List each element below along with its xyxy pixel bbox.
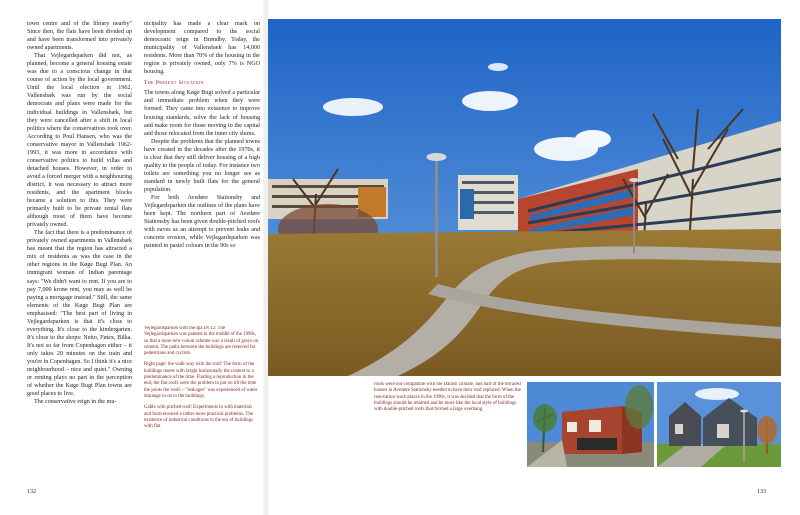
paragraph: nicipality has made a clear mark on development compared to the social democratic reign in Brøndby. Today, the municipality of Vallensbæk has 14,000 residents. More than 70% of the housing in the region is privately owned, only 7% is NGO housing.: [144, 21, 260, 76]
paragraph: town centre and of the library nearby" Since then, the flats have been divided up and have been transformed into privately owned apartments.: [27, 21, 132, 52]
paragraph: That Vejlegardsparken did not, as planned, become a general housing estate was due to a conscious change in that course of action by the local government. Until the local election in 1962, Vallensbæk was run by the social democrats and plans were made for the individual buildings in Vallensbæk, but they were cancelled after a shift in local politics where the conservatives took over. According to Poul Hansen, who was the conservative mayor in Vallensbæk 1962-1993, it was more in accordance with conservative politics to build villas and detached houses. However, in order to avoid a forced merger with a neighbouring district, it was necessary to attract more residents, and the apartment blocks became a solution to this. They were primarily built to be private rental flats although most of them have become privately owned.: [27, 53, 132, 229]
housing-estate-photo-svg: [268, 19, 781, 376]
paragraph: Despite the problems that the planned towns have created in the decades after the 1970s, it is clear that they still deliver housing of a high quality to the people of today. For instance two toilets are something you no longer see as standard in newly built flats for the general population.: [144, 138, 260, 193]
left-text-column: [27, 20, 132, 488]
page-number-left: 132: [27, 489, 36, 495]
photo-caption-right: [374, 382, 522, 502]
housing-estate-photo: [268, 19, 781, 376]
caption-paragraph: Gable with pitched roof: Experiments in with materials and form ensured a rather more practical problems. The existence of industrial conditions in the era of buildings with flat: [144, 405, 253, 430]
gable-house-photo-svg: [657, 382, 781, 467]
caption-paragraph: Right page: the walk-way with the roof: The form of the buildings meets with bright horizontally the context to a predominance of the time. Finding a reproduction in the end, the flat roofs were the problem to put on till the time the joints the roofs – "leakages" was experienced of water drainage in on to the buildings.: [144, 362, 258, 399]
paragraph: The conservative reign in the mu-: [34, 399, 117, 406]
pitched-roof-house-photo-svg: [527, 382, 654, 467]
photo-caption-left: [144, 326, 260, 488]
caption-paragraph: roofs were not compatible with the Danish climate, and half of the terraced houses in Avedøre Stationsby needed to have their roof replaced. When the renovation work places in the 1990s, it was decided that the form of the buildings should be retained and be more like the local style of buildings with double-pitched roofs that formed a large overhang: [374, 382, 521, 413]
section-heading: The Present Situation: [144, 80, 204, 87]
paragraph: For both Avedøre Stationsby and Vejlegardsparken the outlines of the plans have been kept. The northern part of Avedøre Stationsby has been given double-pitched roofs with eaves as an attempt to prevent leaks and concrete erosion, while Vejlegardsparken was painted in pastel colours in the 90s so: [144, 194, 260, 250]
pitched-roof-house-photo: [527, 382, 654, 467]
paragraph: The towns along Køge Bugt solved a particular and immediate problem when they were formed. They came into existence to improve housing standards, solve the lack of housing and make room for those moving to the capital and those relocated from the inner city slums.: [144, 90, 260, 137]
paragraph: The fact that there is a predominance of privately owned apartments in Vallensbæk has meant that the region has attracted a mix of residents as was the case in the other regions in the Køge Bugt Plan. An immigrant woman of Indian parentage says: "We didn't want to rent. If you are to pay 7,000 krone rent, you may as well be paying a mortgage instead." Still, the same elements of the Køge Bugt Plan are emphasised: "The best part of living in Vejlegardsparken is that it's close to everything. It's close to the kindergarten. It's close to the shops: Netto, Føtex, Bilka. It's not so far from Copenhagen either – it only takes 20 minutes on the train and you're in Copenhagen. So I think it's a nice neighbourhood – nice and quiet." Owning or renting plays no part in the perception of whether the Køge Bugt Plan towns are good places to live.: [27, 230, 132, 398]
right-text-column: [144, 20, 260, 332]
caption-paragraph: Vejlegardsparken with the Ipa IN 12: The Vejlegardsparken was painted in the middle of the 1990s, so that a more new colour scheme was a result of greys on cement. The paths between the buildings are reserved for pedestrians and cyclists.: [144, 326, 259, 357]
gable-house-photo: [657, 382, 781, 467]
page-number-right: 133: [757, 489, 766, 495]
